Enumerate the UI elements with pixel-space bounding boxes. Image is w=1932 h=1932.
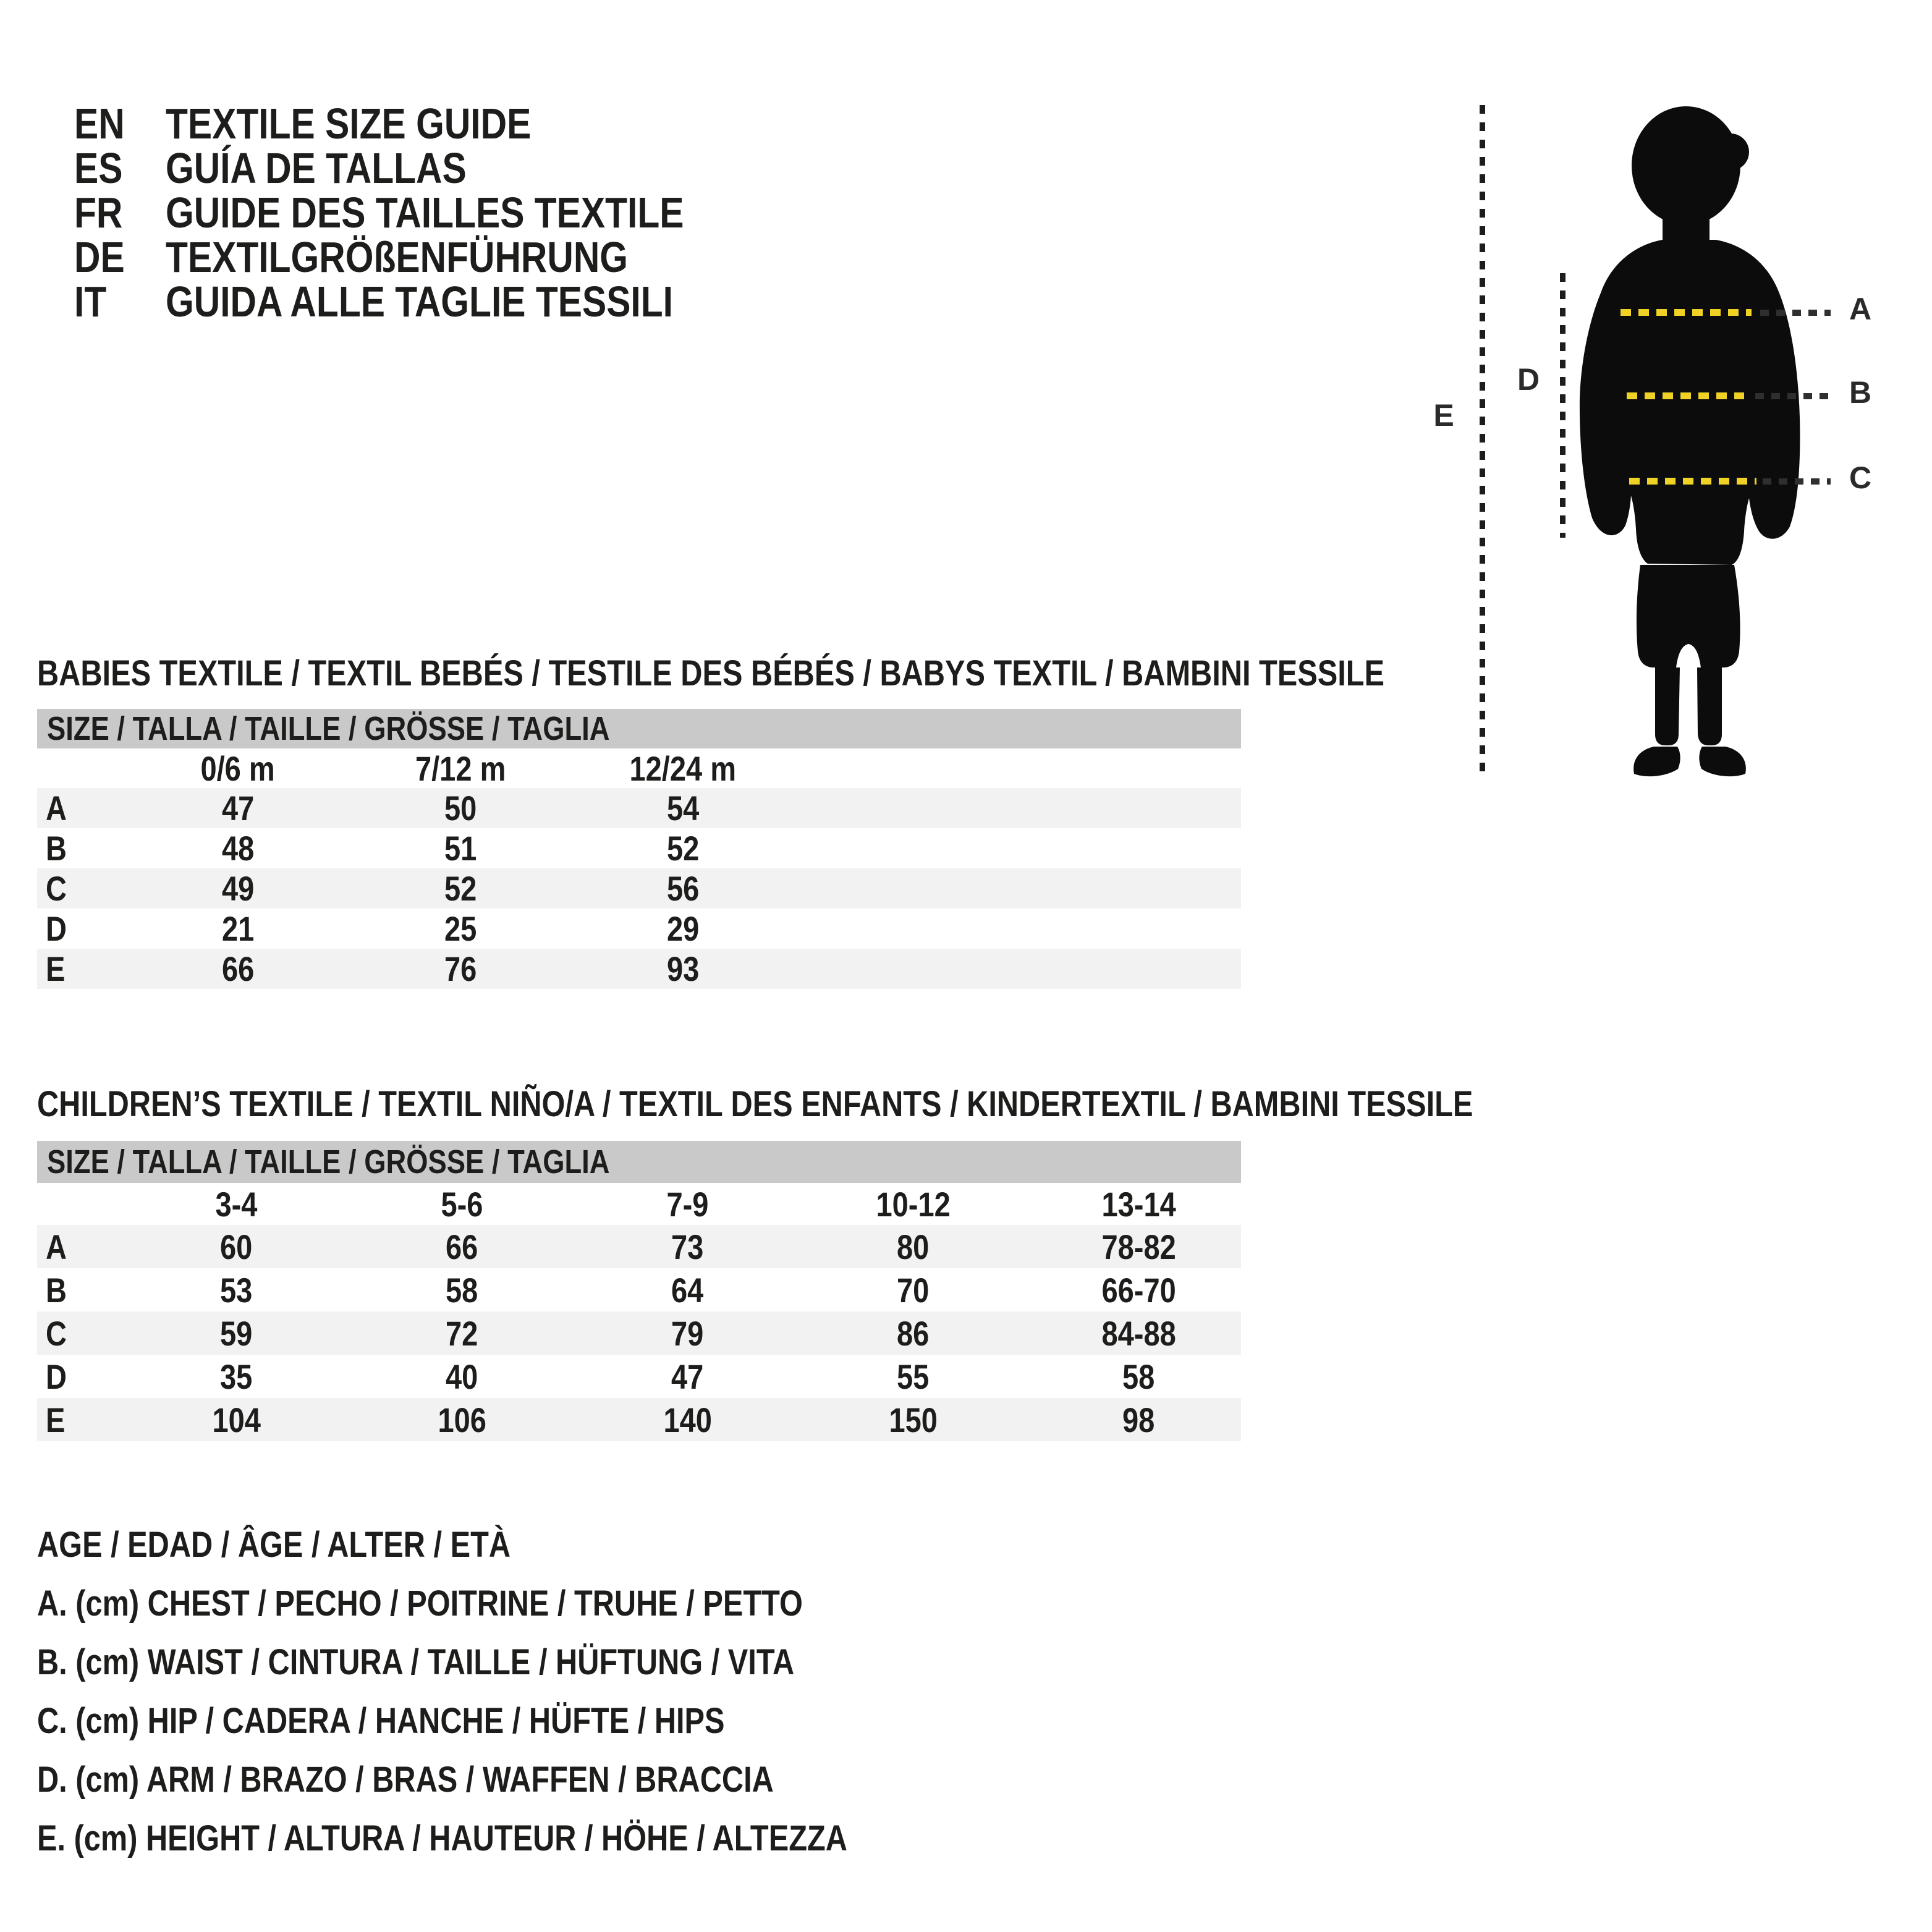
row-label: A <box>46 1227 67 1266</box>
table-cell: 104 <box>212 1400 261 1439</box>
table-cell: 66-70 <box>1101 1270 1176 1310</box>
table-row <box>37 788 1241 828</box>
children-size-header-bar: SIZE / TALLA / TAILLE / GRÖSSE / TAGLIA <box>37 1141 1241 1183</box>
table-cell: 106 <box>438 1400 486 1439</box>
table-cell: 50 <box>444 789 477 828</box>
row-label: E <box>46 949 66 988</box>
children-section-title: CHILDREN’S TEXTILE / TEXTIL NIÑO/A / TEXTIL DES ENFANTS / KINDERTEXTIL / BAMBINI TESSILE <box>37 1084 1473 1124</box>
silhouette-left-leg <box>1655 667 1680 745</box>
table-cell: 84-88 <box>1101 1313 1176 1353</box>
table-cell: 60 <box>220 1227 253 1266</box>
silhouette-hair <box>1712 133 1749 171</box>
table-cell: 64 <box>671 1270 704 1310</box>
row-label: B <box>46 829 67 868</box>
lang-code-it: IT <box>74 278 107 326</box>
row-label: C <box>46 869 67 908</box>
waist-line-b-yellow <box>1627 392 1744 399</box>
table-cell: 47 <box>671 1357 704 1396</box>
table-cell: 21 <box>221 909 255 948</box>
lang-title-fr: GUIDE DES TAILLES TEXTILE <box>166 189 684 237</box>
table-row <box>37 1311 1241 1355</box>
row-label: D <box>46 1357 67 1396</box>
hip-line-c-yellow <box>1629 478 1756 485</box>
hip-line-c-dark <box>1763 478 1831 485</box>
babies-col-12-24m: 12/24 m <box>629 749 737 788</box>
table-cell <box>37 1183 124 1225</box>
legend-arm: D. (cm) ARM / BRAZO / BRAS / WAFFEN / BRACCIA <box>37 1760 774 1800</box>
table-cell: 40 <box>446 1357 478 1396</box>
table-cell: 66 <box>446 1227 478 1266</box>
chest-line-a-yellow <box>1621 309 1752 316</box>
table-row <box>37 868 1241 909</box>
row-label: B <box>46 1270 67 1310</box>
label-d: D <box>1517 362 1540 397</box>
table-cell: 80 <box>897 1227 930 1266</box>
lang-title-es: GUÍA DE TALLAS <box>166 144 467 192</box>
table-cell: 52 <box>444 869 477 908</box>
children-col-3-4: 3-4 <box>215 1184 258 1224</box>
table-cell <box>37 748 127 789</box>
silhouette-shirt <box>1580 240 1800 565</box>
table-cell: 56 <box>666 869 700 908</box>
children-size-table <box>37 1141 1241 1441</box>
table-cell: 76 <box>444 949 477 988</box>
table-cell: 66 <box>221 949 255 988</box>
lang-code-en: EN <box>74 100 125 148</box>
row-label: A <box>46 789 67 828</box>
table-cell: 79 <box>671 1313 704 1353</box>
lang-code-fr: FR <box>74 189 123 237</box>
table-cell: 49 <box>221 869 255 908</box>
legend-age: AGE / EDAD / ÂGE / ALTER / ETÀ <box>37 1525 511 1565</box>
table-cell: 140 <box>663 1400 712 1439</box>
label-e: E <box>1433 398 1454 433</box>
chest-line-a-dark <box>1760 310 1831 316</box>
silhouette-right-leg <box>1697 667 1722 745</box>
legend-hip: C. (cm) HIP / CADERA / HANCHE / HÜFTE / HIPS <box>37 1701 725 1741</box>
babies-size-table <box>37 709 1241 989</box>
children-column-header-row <box>37 1183 1241 1225</box>
silhouette-left-shoe <box>1633 747 1680 776</box>
table-cell: 29 <box>666 909 700 948</box>
table-row <box>37 1398 1241 1441</box>
table-cell: 47 <box>221 789 255 828</box>
table-cell: 93 <box>666 949 700 988</box>
babies-size-header-bar: SIZE / TALLA / TAILLE / GRÖSSE / TAGLIA <box>37 709 1241 748</box>
table-row <box>37 949 1241 989</box>
table-row <box>37 909 1241 949</box>
babies-col-0-6m: 0/6 m <box>200 749 276 788</box>
table-row <box>37 1355 1241 1398</box>
legend-waist: B. (cm) WAIST / CINTURA / TAILLE / HÜFTUNG / VITA <box>37 1642 795 1682</box>
babies-column-header-row <box>37 748 1241 788</box>
table-row <box>37 828 1241 868</box>
row-label: C <box>46 1313 67 1353</box>
table-cell: 25 <box>444 909 477 948</box>
table-cell: 58 <box>1122 1357 1155 1396</box>
silhouette-right-shoe <box>1699 747 1745 776</box>
arm-measure-line-d <box>1560 273 1566 538</box>
table-cell: 150 <box>889 1400 938 1439</box>
children-col-13-14: 13-14 <box>1101 1184 1176 1224</box>
children-col-5-6: 5-6 <box>441 1184 483 1224</box>
children-col-7-9: 7-9 <box>666 1184 709 1224</box>
table-cell: 58 <box>446 1270 478 1310</box>
table-row <box>37 1225 1241 1268</box>
label-a: A <box>1849 292 1872 326</box>
row-label: D <box>46 909 67 948</box>
waist-line-b-dark <box>1755 393 1829 399</box>
table-cell: 73 <box>671 1227 704 1266</box>
lang-code-de: DE <box>74 233 125 281</box>
table-cell: 70 <box>897 1270 930 1310</box>
babies-col-7-12m: 7/12 m <box>415 749 506 788</box>
lang-title-de: TEXTILGRÖßENFÜHRUNG <box>166 233 629 281</box>
label-c: C <box>1849 460 1872 495</box>
table-cell: 48 <box>221 829 255 868</box>
lang-title-en: TEXTILE SIZE GUIDE <box>166 100 532 148</box>
table-cell: 54 <box>666 789 700 828</box>
children-col-10-12: 10-12 <box>876 1184 951 1224</box>
table-cell: 59 <box>220 1313 253 1353</box>
lang-code-es: ES <box>74 144 123 192</box>
table-cell: 52 <box>666 829 700 868</box>
table-cell: 78-82 <box>1101 1227 1176 1266</box>
table-cell: 53 <box>220 1270 253 1310</box>
table-cell: 51 <box>444 829 477 868</box>
legend-chest: A. (cm) CHEST / PECHO / POITRINE / TRUHE / PETTO <box>37 1583 803 1624</box>
table-cell: 86 <box>897 1313 930 1353</box>
table-cell: 35 <box>220 1357 253 1396</box>
label-b: B <box>1849 375 1872 410</box>
lang-title-it: GUIDA ALLE TAGLIE TESSILI <box>166 278 674 326</box>
table-cell: 72 <box>446 1313 478 1353</box>
legend-height: E. (cm) HEIGHT / ALTURA / HAUTEUR / HÖHE / ALTEZZA <box>37 1818 847 1858</box>
babies-section-title: BABIES TEXTILE / TEXTIL BEBÉS / TESTILE DES BÉBÉS / BABYS TEXTIL / BAMBINI TESSILE <box>37 653 1385 693</box>
table-cell: 55 <box>897 1357 930 1396</box>
silhouette-shorts <box>1637 565 1740 667</box>
row-label: E <box>46 1400 66 1439</box>
table-cell: 98 <box>1122 1400 1155 1439</box>
table-row <box>37 1268 1241 1311</box>
